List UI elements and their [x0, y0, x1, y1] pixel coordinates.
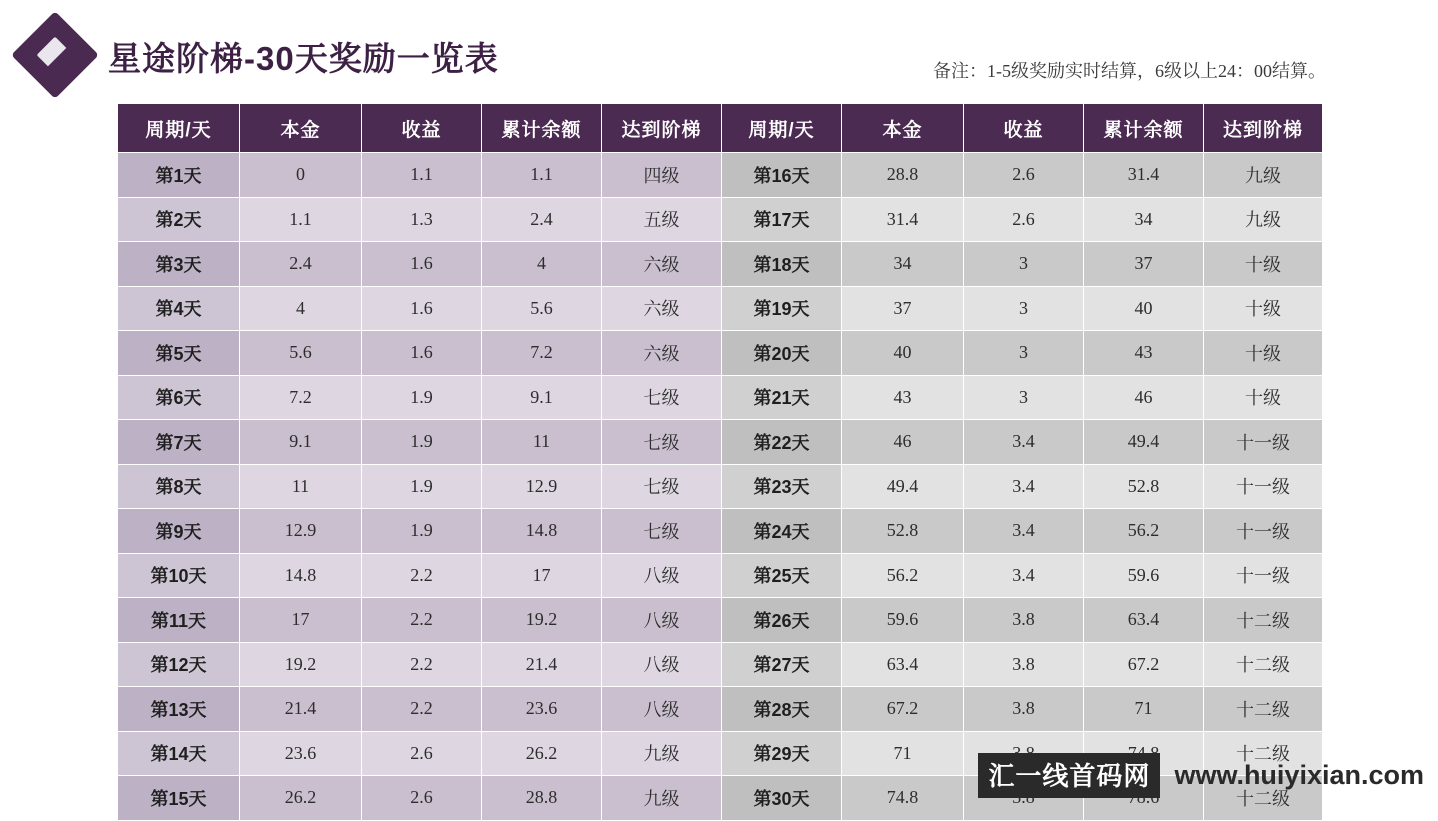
table-column-header: 本金	[842, 104, 964, 153]
watermark	[978, 753, 1424, 798]
table-cell: 21.4	[240, 687, 362, 732]
table-cell: 12.9	[482, 464, 602, 509]
table-column-header: 收益	[964, 104, 1084, 153]
table-cell-day: 第28天	[722, 687, 842, 732]
table-cell: 28.8	[842, 153, 964, 198]
table-cell: 71	[842, 731, 964, 776]
table-cell: 14.8	[482, 509, 602, 554]
table-cell: 0	[240, 153, 362, 198]
table-cell: 1.3	[362, 197, 482, 242]
table-cell: 九级	[602, 776, 722, 821]
table-cell: 1.9	[362, 375, 482, 420]
table-cell: 37	[1084, 242, 1204, 287]
page-header	[0, 0, 1438, 96]
table-cell: 1.1	[362, 153, 482, 198]
table-cell: 3.4	[964, 464, 1084, 509]
diamond-logo-inner-icon	[37, 37, 74, 74]
table-cell: 十二级	[1204, 598, 1323, 643]
table-cell: 5.6	[482, 286, 602, 331]
watermark-url: www.huiyixian.com	[1174, 760, 1424, 790]
table-cell: 1.1	[482, 153, 602, 198]
table-cell: 2.4	[482, 197, 602, 242]
table-cell: 1.9	[362, 464, 482, 509]
table-cell-day: 第22天	[722, 420, 842, 465]
table-cell: 六级	[602, 286, 722, 331]
table-cell: 17	[482, 553, 602, 598]
table-row	[118, 197, 1323, 242]
table-cell-day: 第1天	[118, 153, 240, 198]
table-cell: 十一级	[1204, 509, 1323, 554]
table-cell: 十级	[1204, 375, 1323, 420]
table-cell: 十二级	[1204, 687, 1323, 732]
table-cell: 3	[964, 375, 1084, 420]
table-cell: 3.4	[964, 553, 1084, 598]
table-cell: 31.4	[842, 197, 964, 242]
table-cell: 56.2	[842, 553, 964, 598]
table-cell: 1.9	[362, 509, 482, 554]
table-cell-day: 第20天	[722, 331, 842, 376]
table-cell: 1.6	[362, 331, 482, 376]
table-row	[118, 242, 1323, 287]
table-cell: 1.1	[240, 197, 362, 242]
table-cell: 2.6	[362, 776, 482, 821]
table-cell-day: 第25天	[722, 553, 842, 598]
table-column-header: 本金	[240, 104, 362, 153]
table-cell: 9.1	[482, 375, 602, 420]
table-cell: 十级	[1204, 286, 1323, 331]
table-cell: 六级	[602, 242, 722, 287]
table-cell: 11	[240, 464, 362, 509]
table-cell: 十二级	[1204, 776, 1323, 821]
table-cell-day: 第12天	[118, 642, 240, 687]
diamond-logo-icon	[11, 11, 99, 99]
table-cell: 1.9	[362, 420, 482, 465]
table-cell: 2.6	[362, 731, 482, 776]
table-cell: 十二级	[1204, 642, 1323, 687]
table-cell: 23.6	[482, 687, 602, 732]
table-cell: 七级	[602, 420, 722, 465]
table-cell: 3.8	[964, 598, 1084, 643]
table-column-header: 周期/天	[722, 104, 842, 153]
table-cell-day: 第9天	[118, 509, 240, 554]
table-cell-day: 第24天	[722, 509, 842, 554]
table-header-row	[118, 104, 1323, 153]
table-cell-day: 第14天	[118, 731, 240, 776]
reward-table	[117, 103, 1323, 821]
table-cell: 43	[842, 375, 964, 420]
table-cell: 28.8	[482, 776, 602, 821]
table-cell-day: 第30天	[722, 776, 842, 821]
table-cell: 67.2	[842, 687, 964, 732]
table-cell: 2.2	[362, 687, 482, 732]
table-cell: 40	[1084, 286, 1204, 331]
table-cell: 59.6	[1084, 553, 1204, 598]
table-cell: 3.8	[964, 687, 1084, 732]
table-cell: 19.2	[240, 642, 362, 687]
table-cell: 23.6	[240, 731, 362, 776]
table-cell-day: 第17天	[722, 197, 842, 242]
table-cell: 11	[482, 420, 602, 465]
table-cell: 3	[964, 286, 1084, 331]
table-cell: 七级	[602, 464, 722, 509]
table-row	[118, 598, 1323, 643]
table-cell: 四级	[602, 153, 722, 198]
table-cell: 八级	[602, 598, 722, 643]
table-cell-day: 第4天	[118, 286, 240, 331]
table-cell: 五级	[602, 197, 722, 242]
table-cell: 1.6	[362, 286, 482, 331]
watermark-badge: 汇一线首码网	[978, 753, 1160, 798]
table-cell-day: 第10天	[118, 553, 240, 598]
table-cell-day: 第23天	[722, 464, 842, 509]
table-cell: 49.4	[842, 464, 964, 509]
table-cell: 2.6	[964, 197, 1084, 242]
table-cell: 3.4	[964, 509, 1084, 554]
table-cell: 十一级	[1204, 553, 1323, 598]
table-cell-day: 第3天	[118, 242, 240, 287]
table-cell: 12.9	[240, 509, 362, 554]
table-cell: 十级	[1204, 242, 1323, 287]
table-cell: 43	[1084, 331, 1204, 376]
table-cell: 7.2	[240, 375, 362, 420]
table-cell: 74.8	[842, 776, 964, 821]
table-cell: 34	[842, 242, 964, 287]
table-cell: 七级	[602, 509, 722, 554]
table-cell: 4	[482, 242, 602, 287]
table-column-header: 累计余额	[482, 104, 602, 153]
table-cell: 2.2	[362, 642, 482, 687]
table-cell: 九级	[1204, 197, 1323, 242]
table-cell-day: 第2天	[118, 197, 240, 242]
table-cell-day: 第16天	[722, 153, 842, 198]
table-cell: 26.2	[482, 731, 602, 776]
table-cell: 71	[1084, 687, 1204, 732]
table-column-header: 累计余额	[1084, 104, 1204, 153]
table-column-header: 收益	[362, 104, 482, 153]
table-cell: 63.4	[842, 642, 964, 687]
table-cell: 十一级	[1204, 420, 1323, 465]
table-cell: 52.8	[1084, 464, 1204, 509]
table-cell: 14.8	[240, 553, 362, 598]
table-row	[118, 509, 1323, 554]
table-cell-day: 第7天	[118, 420, 240, 465]
table-cell: 5.6	[240, 331, 362, 376]
table-cell: 十级	[1204, 331, 1323, 376]
table-cell: 49.4	[1084, 420, 1204, 465]
table-cell: 2.4	[240, 242, 362, 287]
table-row	[118, 464, 1323, 509]
table-cell: 3	[964, 242, 1084, 287]
table-cell: 37	[842, 286, 964, 331]
table-row	[118, 553, 1323, 598]
table-cell: 34	[1084, 197, 1204, 242]
table-cell: 2.2	[362, 598, 482, 643]
table-cell-day: 第6天	[118, 375, 240, 420]
table-cell: 40	[842, 331, 964, 376]
table-cell: 26.2	[240, 776, 362, 821]
table-row	[118, 642, 1323, 687]
table-cell: 八级	[602, 687, 722, 732]
table-cell-day: 第8天	[118, 464, 240, 509]
table-cell-day: 第29天	[722, 731, 842, 776]
table-cell: 46	[1084, 375, 1204, 420]
table-cell-day: 第26天	[722, 598, 842, 643]
table-cell-day: 第5天	[118, 331, 240, 376]
table-cell: 九级	[1204, 153, 1323, 198]
table-row	[118, 286, 1323, 331]
table-cell-day: 第19天	[722, 286, 842, 331]
table-cell-day: 第27天	[722, 642, 842, 687]
table-cell: 九级	[602, 731, 722, 776]
table-cell: 3.8	[964, 642, 1084, 687]
table-cell: 八级	[602, 642, 722, 687]
table-row	[118, 687, 1323, 732]
table-row	[118, 420, 1323, 465]
table-cell: 2.6	[964, 153, 1084, 198]
table-cell: 9.1	[240, 420, 362, 465]
table-cell: 31.4	[1084, 153, 1204, 198]
table-cell: 4	[240, 286, 362, 331]
table-cell-day: 第11天	[118, 598, 240, 643]
header-note: 备注：1-5级奖励实时结算，6级以上24：00结算。	[933, 61, 1326, 81]
table-cell: 1.6	[362, 242, 482, 287]
table-cell: 7.2	[482, 331, 602, 376]
table-cell: 19.2	[482, 598, 602, 643]
table-column-header: 周期/天	[118, 104, 240, 153]
table-cell: 十二级	[1204, 731, 1323, 776]
table-cell: 17	[240, 598, 362, 643]
table-cell: 3	[964, 331, 1084, 376]
table-cell: 52.8	[842, 509, 964, 554]
table-cell-day: 第18天	[722, 242, 842, 287]
table-cell: 21.4	[482, 642, 602, 687]
table-cell: 2.2	[362, 553, 482, 598]
table-cell: 59.6	[842, 598, 964, 643]
table-cell-day: 第15天	[118, 776, 240, 821]
table-row	[118, 331, 1323, 376]
table-row	[118, 375, 1323, 420]
table-row	[118, 153, 1323, 198]
table-cell: 七级	[602, 375, 722, 420]
table-cell: 3.4	[964, 420, 1084, 465]
table-cell: 67.2	[1084, 642, 1204, 687]
table-cell: 十一级	[1204, 464, 1323, 509]
table-column-header: 达到阶梯	[1204, 104, 1323, 153]
reward-table-container	[117, 103, 1322, 821]
table-cell: 56.2	[1084, 509, 1204, 554]
diamond-logo-cut-icon	[47, 47, 80, 80]
table-cell: 八级	[602, 553, 722, 598]
table-cell: 六级	[602, 331, 722, 376]
table-cell-day: 第13天	[118, 687, 240, 732]
table-cell: 46	[842, 420, 964, 465]
table-cell-day: 第21天	[722, 375, 842, 420]
table-column-header: 达到阶梯	[602, 104, 722, 153]
page-title: 星途阶梯-30天奖励一览表	[108, 40, 499, 77]
table-cell: 63.4	[1084, 598, 1204, 643]
